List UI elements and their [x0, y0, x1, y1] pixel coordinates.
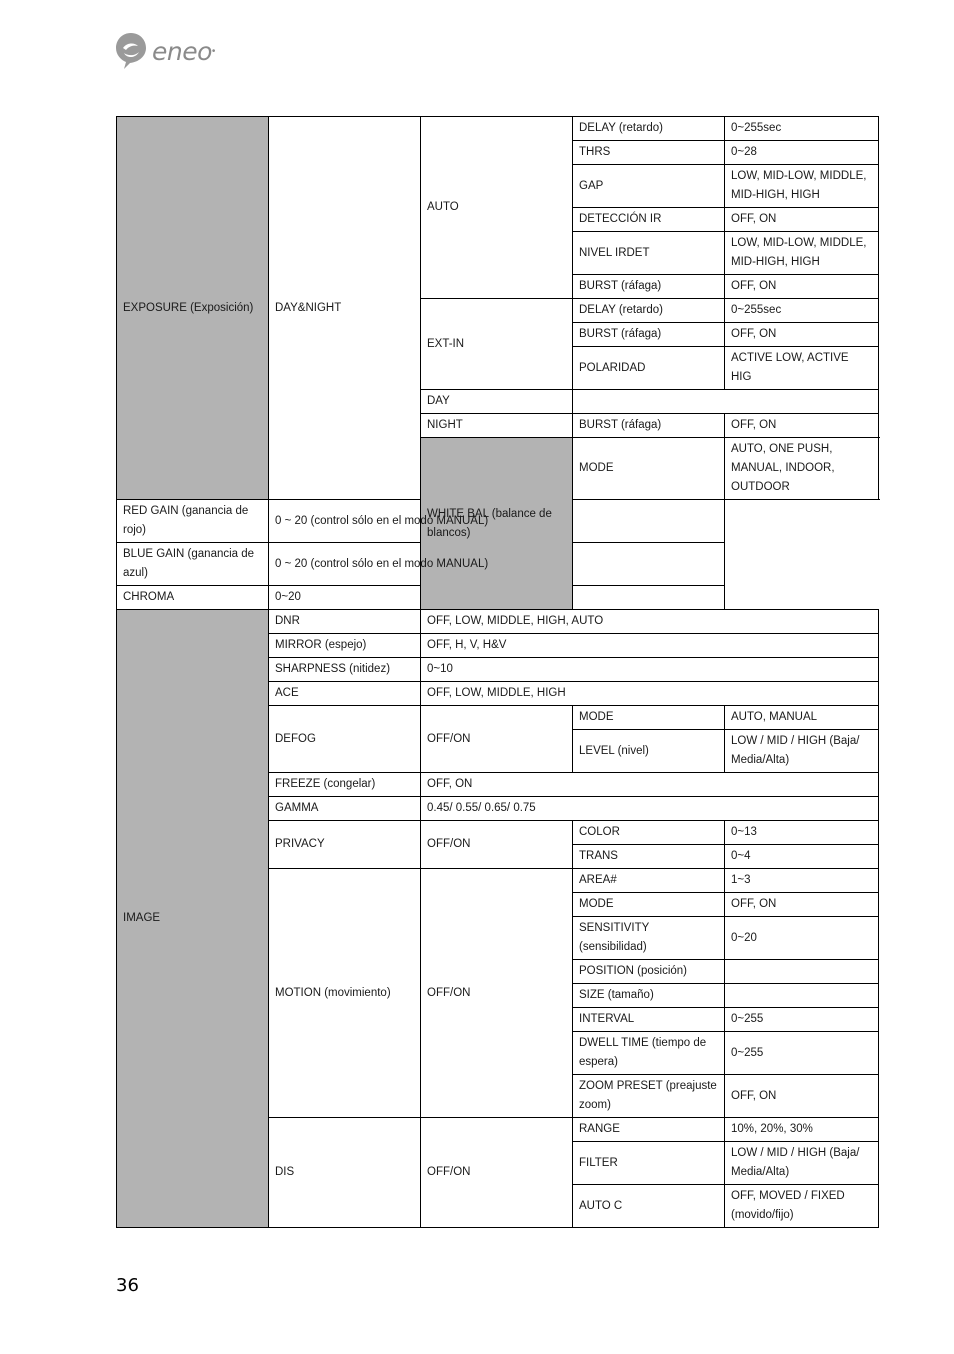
sub-param-name: COLOR	[573, 821, 725, 845]
param-name: ACE	[269, 682, 421, 706]
sub-param-value	[725, 984, 879, 1008]
cell-night: NIGHT	[421, 414, 573, 438]
param-value: OFF, ON	[421, 773, 879, 797]
sub-param-name: AREA#	[573, 869, 725, 893]
param-name: RED GAIN (ganancia de rojo)	[117, 500, 269, 543]
sub-param-name: MODE	[573, 706, 725, 730]
table-row	[117, 117, 879, 141]
param-name: DELAY (retardo)	[573, 299, 725, 323]
param-name: DEFOG	[269, 706, 421, 773]
sub-param-name: LEVEL (nivel)	[573, 730, 725, 773]
sub-param-value: AUTO, MANUAL	[725, 706, 879, 730]
table-row	[117, 610, 879, 634]
empty-cell	[573, 390, 879, 414]
param-value: OFF/ON	[421, 706, 573, 773]
sub-param-value: 0~255	[725, 1032, 879, 1075]
param-value: ACTIVE LOW, ACTIVE HIG	[725, 347, 879, 390]
sub-param-name: SIZE (tamaño)	[573, 984, 725, 1008]
cell-extin: EXT-IN	[421, 299, 573, 390]
sub-param-value: 0~20	[725, 917, 879, 960]
sub-param-name: ZOOM PRESET (preajuste zoom)	[573, 1075, 725, 1118]
param-value: OFF, ON	[725, 414, 879, 438]
table-row	[117, 586, 879, 610]
param-value: LOW, MID-LOW, MIDDLE, MID-HIGH, HIGH	[725, 165, 879, 208]
param-name: MOTION (movimiento)	[269, 869, 421, 1118]
param-value: OFF, LOW, MIDDLE, HIGH	[421, 682, 879, 706]
group-image: IMAGE	[117, 610, 269, 1228]
cell-auto: AUTO	[421, 117, 573, 299]
param-value: OFF, H, V, H&V	[421, 634, 879, 658]
param-value: OFF, ON	[725, 208, 879, 232]
sub-param-name: AUTO C	[573, 1185, 725, 1228]
param-value: 0.45/ 0.55/ 0.65/ 0.75	[421, 797, 879, 821]
sub-param-value: LOW / MID / HIGH (Baja/ Media/Alta)	[725, 730, 879, 773]
param-value: LOW, MID-LOW, MIDDLE, MID-HIGH, HIGH	[725, 232, 879, 275]
group-whitebal: WHITE BAL (balance de blancos)	[421, 438, 573, 610]
param-name: MIRROR (espejo)	[269, 634, 421, 658]
param-value: 0~255sec	[725, 117, 879, 141]
param-name: DELAY (retardo)	[573, 117, 725, 141]
param-name: BURST (ráfaga)	[573, 414, 725, 438]
param-value: 0~10	[421, 658, 879, 682]
param-name: CHROMA	[117, 586, 269, 610]
sub-param-name: DWELL TIME (tiempo de espera)	[573, 1032, 725, 1075]
param-value: 0~255sec	[725, 299, 879, 323]
param-value: OFF/ON	[421, 869, 573, 1118]
param-value: 0 ~ 20 (control sólo en el modo MANUAL)	[269, 543, 725, 586]
param-name: SHARPNESS (nitidez)	[269, 658, 421, 682]
sub-param-name: INTERVAL	[573, 1008, 725, 1032]
table-row	[117, 543, 879, 586]
param-name: BURST (ráfaga)	[573, 275, 725, 299]
sub-param-value: OFF, ON	[725, 893, 879, 917]
param-value: OFF/ON	[421, 821, 573, 869]
param-name: PRIVACY	[269, 821, 421, 869]
brand-logo	[114, 30, 215, 72]
sub-param-value: 10%, 20%, 30%	[725, 1118, 879, 1142]
cell-day: DAY	[421, 390, 573, 414]
sub-param-value	[725, 960, 879, 984]
sub-param-value: 0~13	[725, 821, 879, 845]
brand-name: eneo	[152, 36, 212, 66]
sub-param-name: POSITION (posición)	[573, 960, 725, 984]
param-value: OFF/ON	[421, 1118, 573, 1228]
param-name: DNR	[269, 610, 421, 634]
sub-param-name: FILTER	[573, 1142, 725, 1185]
param-name: GAP	[573, 165, 725, 208]
sub-param-value: 0~4	[725, 845, 879, 869]
eneo-logo-icon	[114, 31, 148, 71]
page-number: 36	[116, 1275, 139, 1296]
param-value: OFF, LOW, MIDDLE, HIGH, AUTO	[421, 610, 879, 634]
sub-param-name: SENSITIVITY (sensibilidad)	[573, 917, 725, 960]
param-name: POLARIDAD	[573, 347, 725, 390]
param-value: 0~20	[269, 586, 725, 610]
param-name: BURST (ráfaga)	[573, 323, 725, 347]
sub-param-value: OFF, ON	[725, 1075, 879, 1118]
param-name: NIVEL IRDET	[573, 232, 725, 275]
param-name: GAMMA	[269, 797, 421, 821]
sub-param-value: 0~255	[725, 1008, 879, 1032]
param-name: FREEZE (congelar)	[269, 773, 421, 797]
param-value: 0~28	[725, 141, 879, 165]
param-value: OFF, ON	[725, 323, 879, 347]
sub-param-name: TRANS	[573, 845, 725, 869]
param-name: DETECCIÓN IR	[573, 208, 725, 232]
param-name: DIS	[269, 1118, 421, 1228]
param-name: MODE	[573, 438, 725, 500]
param-value: OFF, ON	[725, 275, 879, 299]
sub-param-name: RANGE	[573, 1118, 725, 1142]
sub-param-name: MODE	[573, 893, 725, 917]
group-exposure: EXPOSURE (Exposición)	[117, 117, 269, 500]
param-name: THRS	[573, 141, 725, 165]
param-value: 0 ~ 20 (control sólo en el modo MANUAL)	[269, 500, 725, 543]
brand-mark: •	[211, 45, 216, 57]
sub-param-value: LOW / MID / HIGH (Baja/ Media/Alta)	[725, 1142, 879, 1185]
sub-param-value: 1~3	[725, 869, 879, 893]
settings-table	[116, 116, 879, 1228]
param-value: AUTO, ONE PUSH, MANUAL, INDOOR, OUTDOOR	[725, 438, 879, 500]
sub-param-value: OFF, MOVED / FIXED (movido/fijo)	[725, 1185, 879, 1228]
param-name: BLUE GAIN (ganancia de azul)	[117, 543, 269, 586]
cell-daynight: DAY&NIGHT	[269, 117, 421, 500]
